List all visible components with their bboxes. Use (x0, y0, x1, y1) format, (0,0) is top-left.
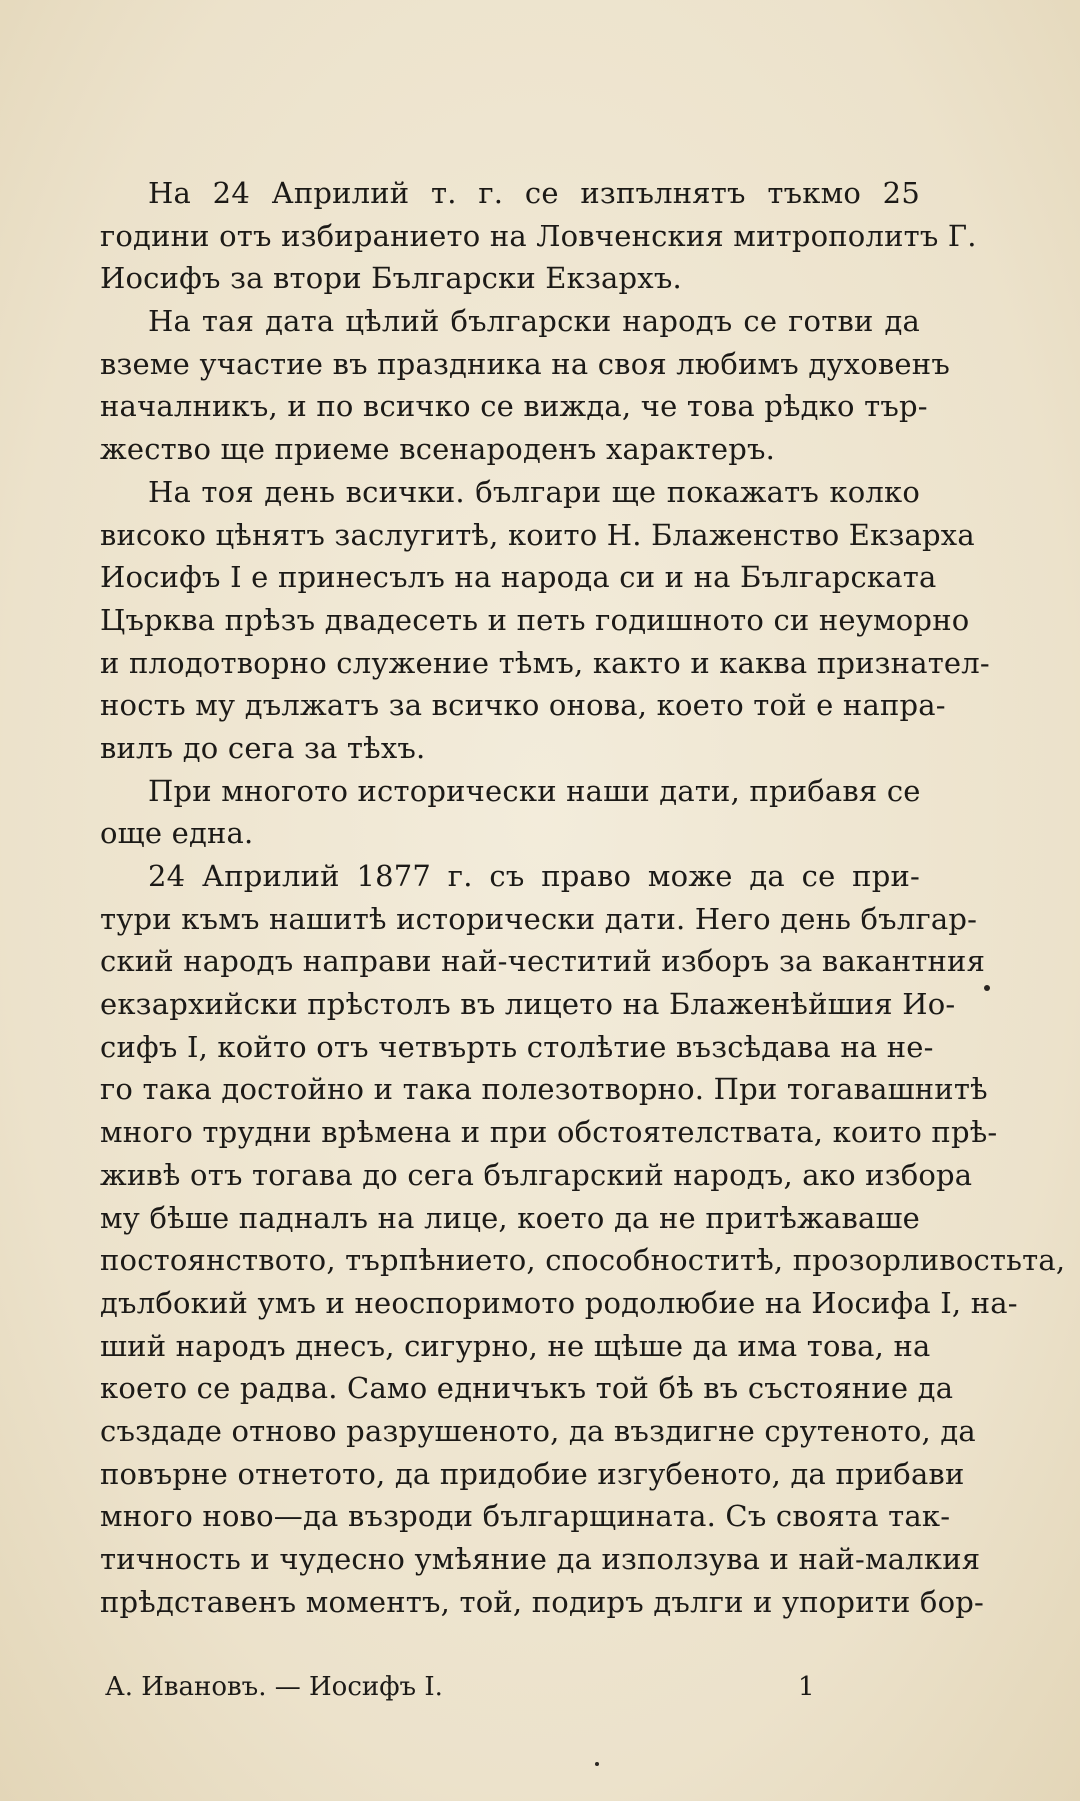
paragraph (100, 855, 1066, 1623)
paragraph (100, 471, 990, 770)
text-line: При многото исторически наши дати, прибавя се (148, 773, 921, 808)
text-line: вилъ до сега за тѣхъ. (100, 730, 426, 765)
text-line: ский народъ направи най-честитий изборъ за вакантния (100, 944, 986, 979)
page-footer (100, 1672, 920, 1708)
text-line: Иосифъ I е принесълъ на народа си и на Българската (100, 560, 937, 595)
text-line: жество ще приеме всенароденъ характеръ. (100, 432, 776, 467)
text-line: екзархийски прѣстолъ въ лицето на Блаженѣйшия Ио- (100, 987, 956, 1022)
text-line: години отъ избиранието на Ловченския митрополитъ Г. (100, 218, 977, 253)
running-footer-title: А. Ивановъ. — Иосифъ I. (105, 1672, 443, 1702)
text-line: сифъ I, който отъ четвърть столѣтие възсѣдава на не- (100, 1029, 934, 1064)
text-line: много ново—да възроди българщината. Съ своята так- (100, 1499, 951, 1534)
text-line: ший народъ днесъ, сигурно, не щѣше да има това, на (100, 1328, 931, 1363)
paragraph (100, 300, 950, 471)
text-line: което се радва. Само едничъкъ той бѣ въ състояние да (100, 1371, 954, 1406)
text-line: На тоя день всички. българи ще покажатъ колко (148, 474, 920, 509)
text-line: и плодотворно служение тѣмъ, както и каква признател- (100, 645, 990, 680)
paragraph (100, 172, 977, 300)
text-line: още една. (100, 816, 254, 851)
print-speck (595, 1762, 599, 1766)
text-line: ность му дължатъ за всичко онова, което той е напра- (100, 688, 946, 723)
text-line: вземе участие въ праздника на своя любимъ духовенъ (100, 346, 950, 381)
text-line: му бѣше падналъ на лице, което да не притѣжаваше (100, 1200, 920, 1235)
text-line: високо цѣнятъ заслугитѣ, които Н. Блаженство Екзарха (100, 517, 975, 552)
text-line: създаде отново разрушеното, да въздигне срутеното, да (100, 1413, 976, 1448)
body-text (100, 172, 1066, 1623)
text-line: прѣдставенъ моментъ, той, подиръ дълги и упорити бор- (100, 1584, 984, 1619)
page-number: 1 (798, 1672, 815, 1702)
text-line: тури къмъ нашитѣ исторически дати. Него день българ- (100, 901, 978, 936)
text-line: Иосифъ за втори Български Екзархъ. (100, 261, 682, 296)
text-line: Църква прѣзъ двадесеть и петь годишното си неуморно (100, 602, 970, 637)
text-line: 24 Априлий 1877 г. съ право може да се при- (148, 859, 920, 893)
text-line: го така достойно и така полезотворно. При тогавашнитѣ (100, 1072, 988, 1107)
text-line: постоянството, търпѣнието, способноститѣ, прозорливостьта, (100, 1243, 1066, 1278)
paragraph (100, 770, 920, 855)
text-line: началникъ, и по всичко се вижда, че това рѣдко тър- (100, 389, 928, 424)
text-line: дълбокий умъ и неоспоримото родолюбие на Иосифа I, на- (100, 1285, 1018, 1320)
text-line: повърне отнетото, да придобие изгубеното, да прибави (100, 1456, 965, 1491)
print-speck (984, 985, 990, 991)
text-line: живѣ отъ тогава до сега българский народъ, ако избора (100, 1157, 973, 1192)
text-line: много трудни врѣмена и при обстоятелствата, които прѣ- (100, 1115, 998, 1150)
text-line: На 24 Априлий т. г. се изпълнятъ тъкмо 25 (148, 176, 920, 210)
text-line: На тая дата цѣлий български народъ се готви да (148, 304, 920, 339)
text-line: тичность и чудесно умѣяние да използува и най-малкия (100, 1542, 981, 1576)
